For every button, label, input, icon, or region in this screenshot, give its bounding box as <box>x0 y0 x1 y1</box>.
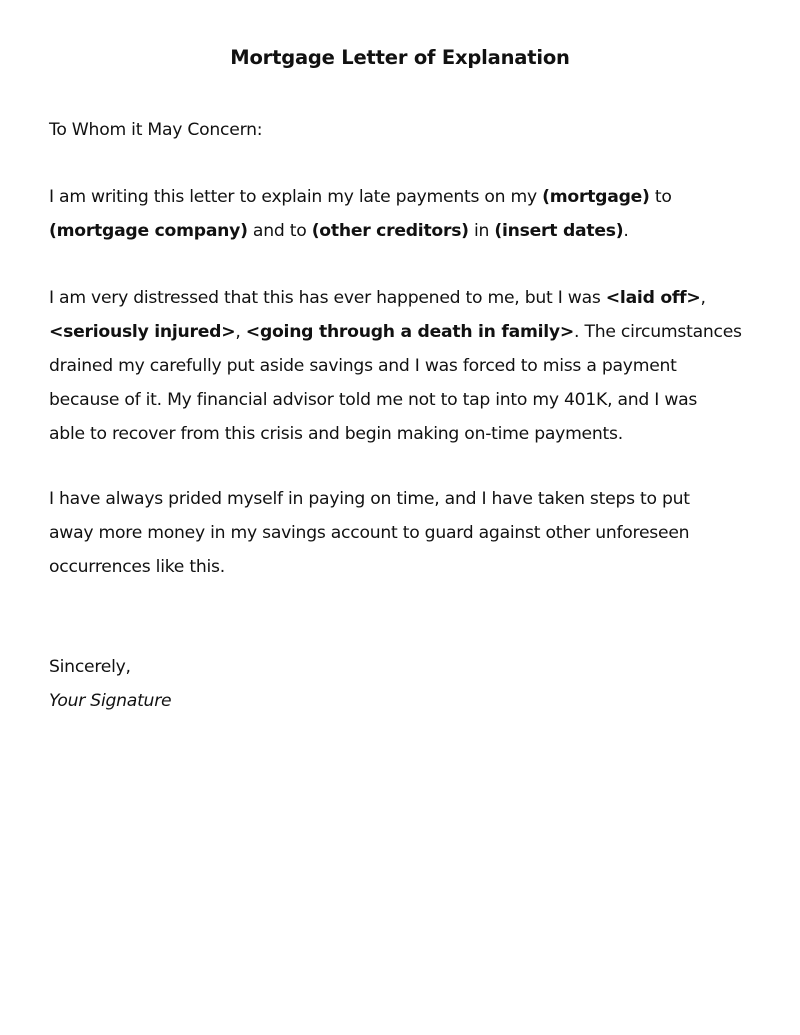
paragraph-commitment <box>49 482 769 584</box>
placeholder-death-in-family: <going through a death in family> <box>245 322 575 342</box>
paragraph-line: because of it. My financial advisor told me not to tap into my 401K, and I was <box>49 390 698 410</box>
text-run: . <box>623 221 629 241</box>
placeholder-other-creditors: (other creditors) <box>311 221 469 241</box>
text-run: , <box>700 288 706 308</box>
placeholder-mortgage: (mortgage) <box>542 187 650 207</box>
placeholder-mortgage-company: (mortgage company) <box>49 221 248 241</box>
signature: Your Signature <box>49 691 172 711</box>
text-run: I am very distressed that this has ever happened to me, but I was <box>49 288 606 308</box>
placeholder-insert-dates: (insert dates) <box>494 221 624 241</box>
paragraph-line <box>49 180 769 214</box>
paragraph-line <box>49 281 769 315</box>
greeting: To Whom it May Concern: <box>49 120 263 140</box>
text-run: . The circumstances <box>574 322 742 342</box>
paragraph-circumstances <box>49 281 769 451</box>
text-run: , <box>235 322 246 342</box>
paragraph-line <box>49 315 769 349</box>
placeholder-seriously-injured: <seriously injured> <box>49 322 236 342</box>
text-run: and to <box>247 221 312 241</box>
paragraph-late-payments <box>49 180 769 248</box>
text-run: in <box>468 221 495 241</box>
text-run: to <box>649 187 672 207</box>
paragraph-line: away more money in my savings account to guard against other unforeseen <box>49 523 690 543</box>
closing: Sincerely, <box>49 657 131 677</box>
paragraph-line: occurrences like this. <box>49 557 225 577</box>
paragraph-line: I have always prided myself in paying on time, and I have taken steps to put <box>49 489 690 509</box>
paragraph-line: able to recover from this crisis and begin making on-time payments. <box>49 424 623 444</box>
text-run: I am writing this letter to explain my late payments on my <box>49 187 543 207</box>
paragraph-line <box>49 214 769 248</box>
paragraph-line: drained my carefully put aside savings and I was forced to miss a payment <box>49 356 677 376</box>
placeholder-laid-off: <laid off> <box>605 288 701 308</box>
letter-title: Mortgage Letter of Explanation <box>230 46 570 69</box>
